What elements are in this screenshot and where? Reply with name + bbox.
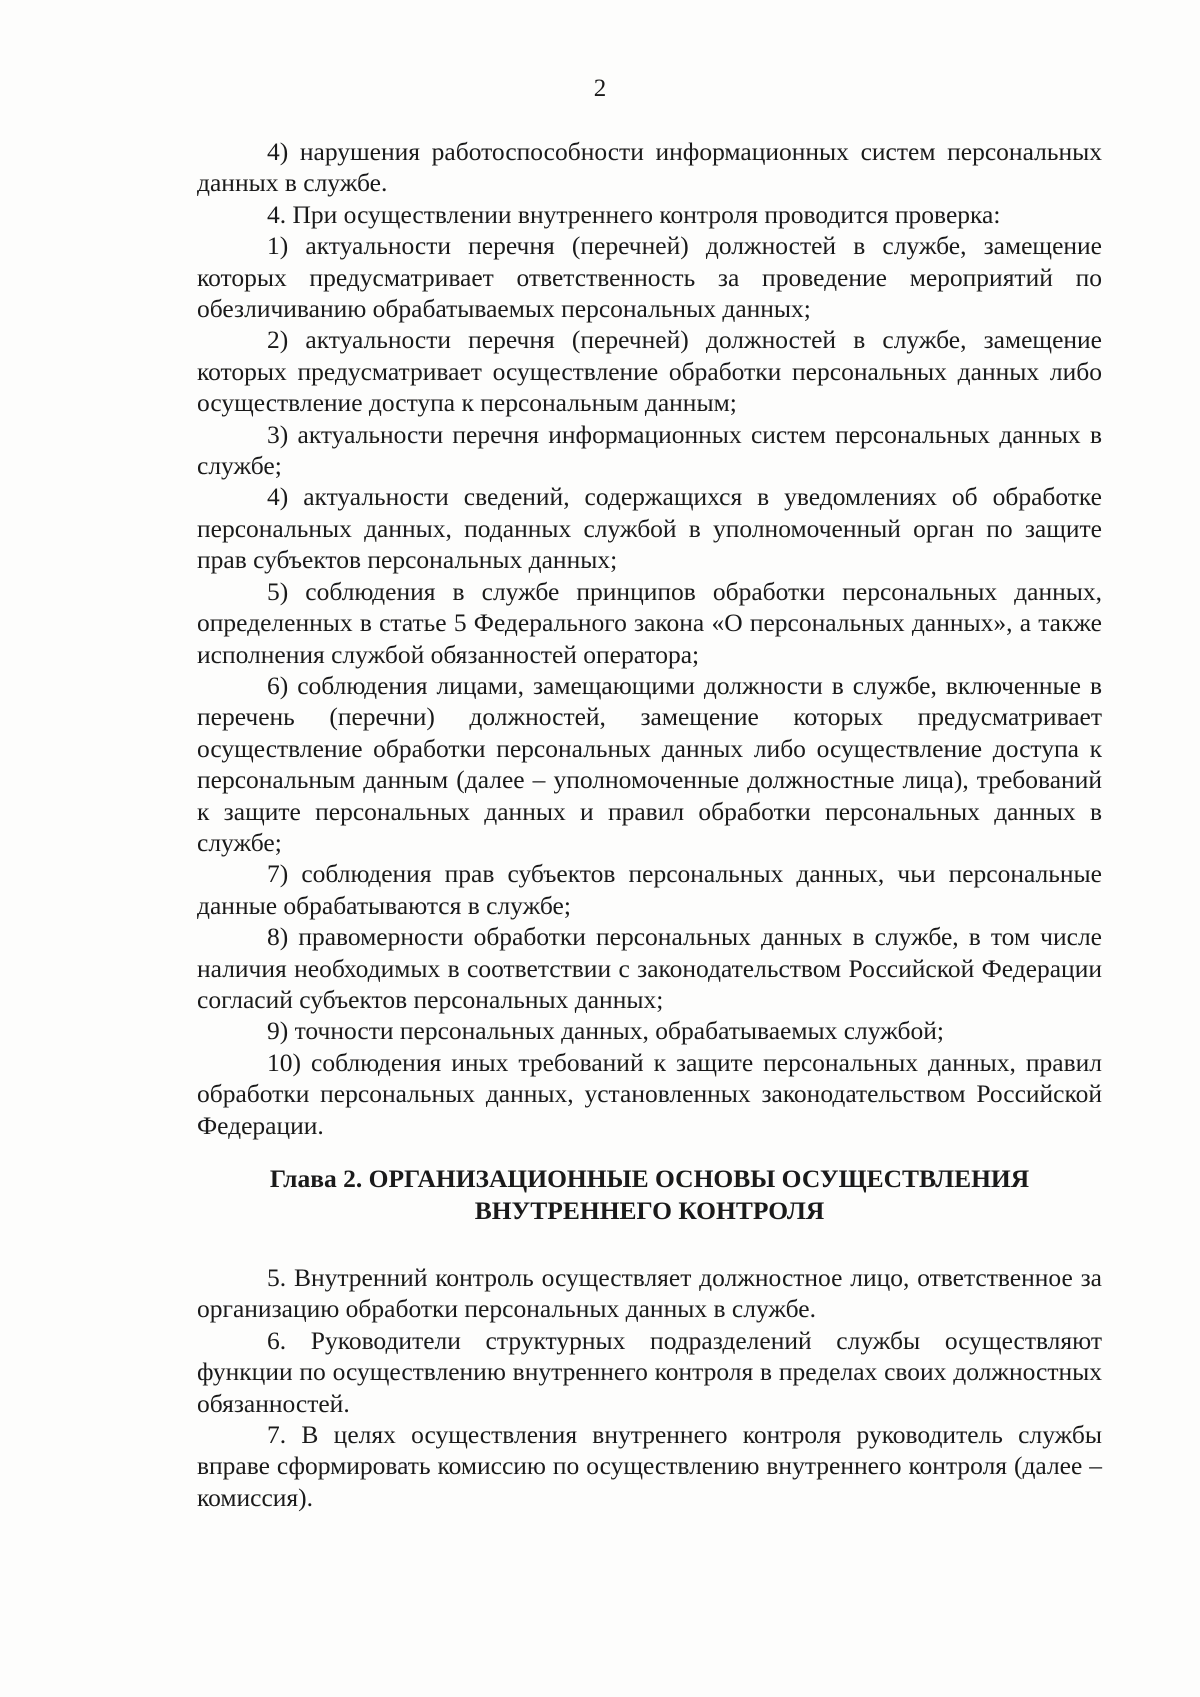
- chapter-2-body: [197, 1262, 1102, 1513]
- document-body: [197, 136, 1102, 1141]
- paragraph-item-4: 4) актуальности сведений, содержащихся в уведомлениях об обработке персональных данных, поданных службой в уполномоченный орган по защите прав субъектов персональных данных;: [197, 482, 1102, 575]
- paragraph-item-10: 10) соблюдения иных требований к защите персональных данных, правил обработки персональных данных, установленных законодательством Российской Федерации.: [197, 1047, 1102, 1140]
- chapter-heading-line-1: Глава 2. ОРГАНИЗАЦИОННЫЕ ОСНОВЫ ОСУЩЕСТВЛЕНИЯ: [269, 1164, 1030, 1193]
- paragraph-clause-5: 5. Внутренний контроль осуществляет должностное лицо, ответственное за организацию обработки персональных данных в службе.: [197, 1263, 1102, 1324]
- paragraph-clause-4: 4. При осуществлении внутреннего контроля проводится проверка:: [267, 199, 1001, 229]
- paragraph-clause-6: 6. Руководители структурных подразделений службы осуществляют функции по осуществлению внутреннего контроля в пределах своих должностных обязанностей.: [197, 1325, 1102, 1418]
- paragraph-item-3: 3) актуальности перечня информационных систем персональных данных в службе;: [197, 419, 1102, 481]
- chapter-heading: [197, 1163, 1102, 1227]
- paragraph-clause-7: 7. В целях осуществления внутреннего контроля руководитель службы вправе сформировать комиссию по осуществлению внутреннего контроля (далее – комиссия).: [197, 1420, 1102, 1512]
- paragraph-item-8: 8) правомерности обработки персональных данных в службе, в том числе наличия необходимых в соответствии с законодательством Российской Федерации согласий субъектов персональных данных;: [197, 922, 1102, 1014]
- paragraph-item-7: 7) соблюдения прав субъектов персональных данных, чьи персональные данные обрабатываются в службе;: [197, 859, 1102, 920]
- page-number: 2: [593, 75, 607, 102]
- paragraph-item-1: 1) актуальности перечня (перечней) должностей в службе, замещение которых предусматривает ответственность за проведение мероприятий по обезличиванию обрабатываемых персональных данных;: [197, 231, 1102, 324]
- paragraph-item-5: 5) соблюдения в службе принципов обработки персональных данных, определенных в статье 5 Федерального закона «О персональных данных», а также исполнения службой обязанностей оператора;: [197, 576, 1102, 669]
- paragraph-item-6: 6) соблюдения лицами, замещающими должности в службе, включенные в перечень (перечни) должностей, замещение которых предусматривает осуществление обработки персональных данных либо осуществление доступа к персональным данным (далее – уполномоченные должностные лица), требований к защите персональных данных и правил обработки персональных данных в службе;: [197, 670, 1102, 857]
- paragraph-item-2: 2) актуальности перечня (перечней) должностей в службе, замещение которых предусматривает осуществление обработки персональных данных либо осуществление доступа к персональным данным;: [197, 325, 1102, 418]
- paragraph-item-4-4: 4) нарушения работоспособности информационных систем персональных данных в службе.: [197, 137, 1102, 198]
- chapter-heading-line-2: ВНУТРЕННЕГО КОНТРОЛЯ: [474, 1196, 825, 1225]
- paragraph-item-9: 9) точности персональных данных, обрабатываемых службой;: [267, 1016, 944, 1046]
